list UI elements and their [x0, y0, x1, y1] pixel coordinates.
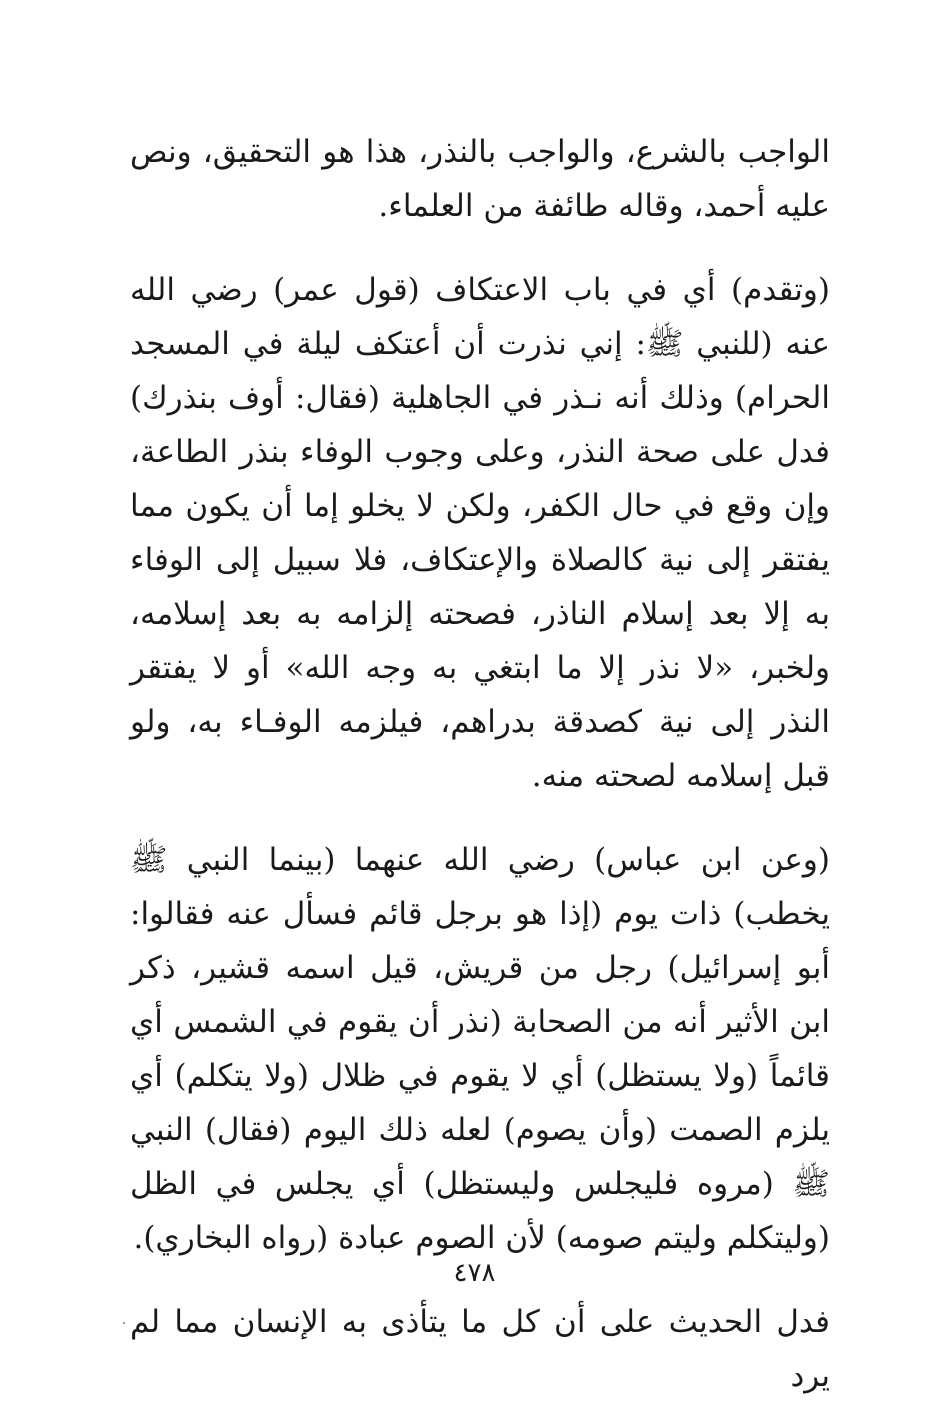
- paragraph-4: فدل الحديث على أن كل ما يتأذى به الإنسان مما لم يرد: [130, 1304, 830, 1394]
- page-body: [130, 125, 830, 1403]
- scan-speck: [123, 1322, 125, 1324]
- page-number: ٤٧٨: [453, 1258, 496, 1288]
- paragraph-1: الواجب بالشرع، والواجب بالنذر، هذا هو التحقيق، ونص عليه أحمد، وقاله طائفة من العلماء.: [130, 134, 830, 224]
- paragraph-3: (وعن ابن عباس) رضي الله عنهما (بينما النبي ﷺ يخطب) ذات يوم (إذا هو برجل قائم فسأل عنه فقالوا: أبو إسرائيل) رجل من قريش، قيل اسمه قشير، ذكر ابن الأثير أنه من الصحابة (نذر أن يقوم في الشمس أي قائماً (ولا يستظل) أي لا يقوم في ظلال (ولا يتكلم) أي يلزم الصمت (وأن يصوم) لعله ذلك اليوم (فقال) النبي ﷺ (مروه فليجلس وليستظل) أي يجلس في الظل (وليتكلم وليتم صومه) لأن الصوم عبادة (رواه البخاري).: [130, 842, 830, 1256]
- paragraph-2: (وتقدم) أي في باب الاعتكاف (قول عمر) رضي الله عنه (للنبي ﷺ: إني نذرت أن أعتكف ليلة في المسجد الحرام) وذلك أنه نـذر في الجاهلية (فقال: أوف بنذرك) فدل على صحة النذر، وعلى وجوب الوفاء بنذر الطاعة، وإن وقع في حال الكفر، ولكن لا يخلو إما أن يكون مما يفتقر إلى نية كالصلاة والإعتكاف، فلا سبيل إلى الوفاء به إلا بعد إسلام الناذر، فصحته إلزامه به بعد إسلامه، ولخبر، «لا نذر إلا ما ابتغي به وجه الله» أو لا يفتقر النذر إلى نية كصدقة بدراهم، فيلزمه الوفـاء به، ولو قبل إسلامه لصحته منه.: [130, 272, 830, 794]
